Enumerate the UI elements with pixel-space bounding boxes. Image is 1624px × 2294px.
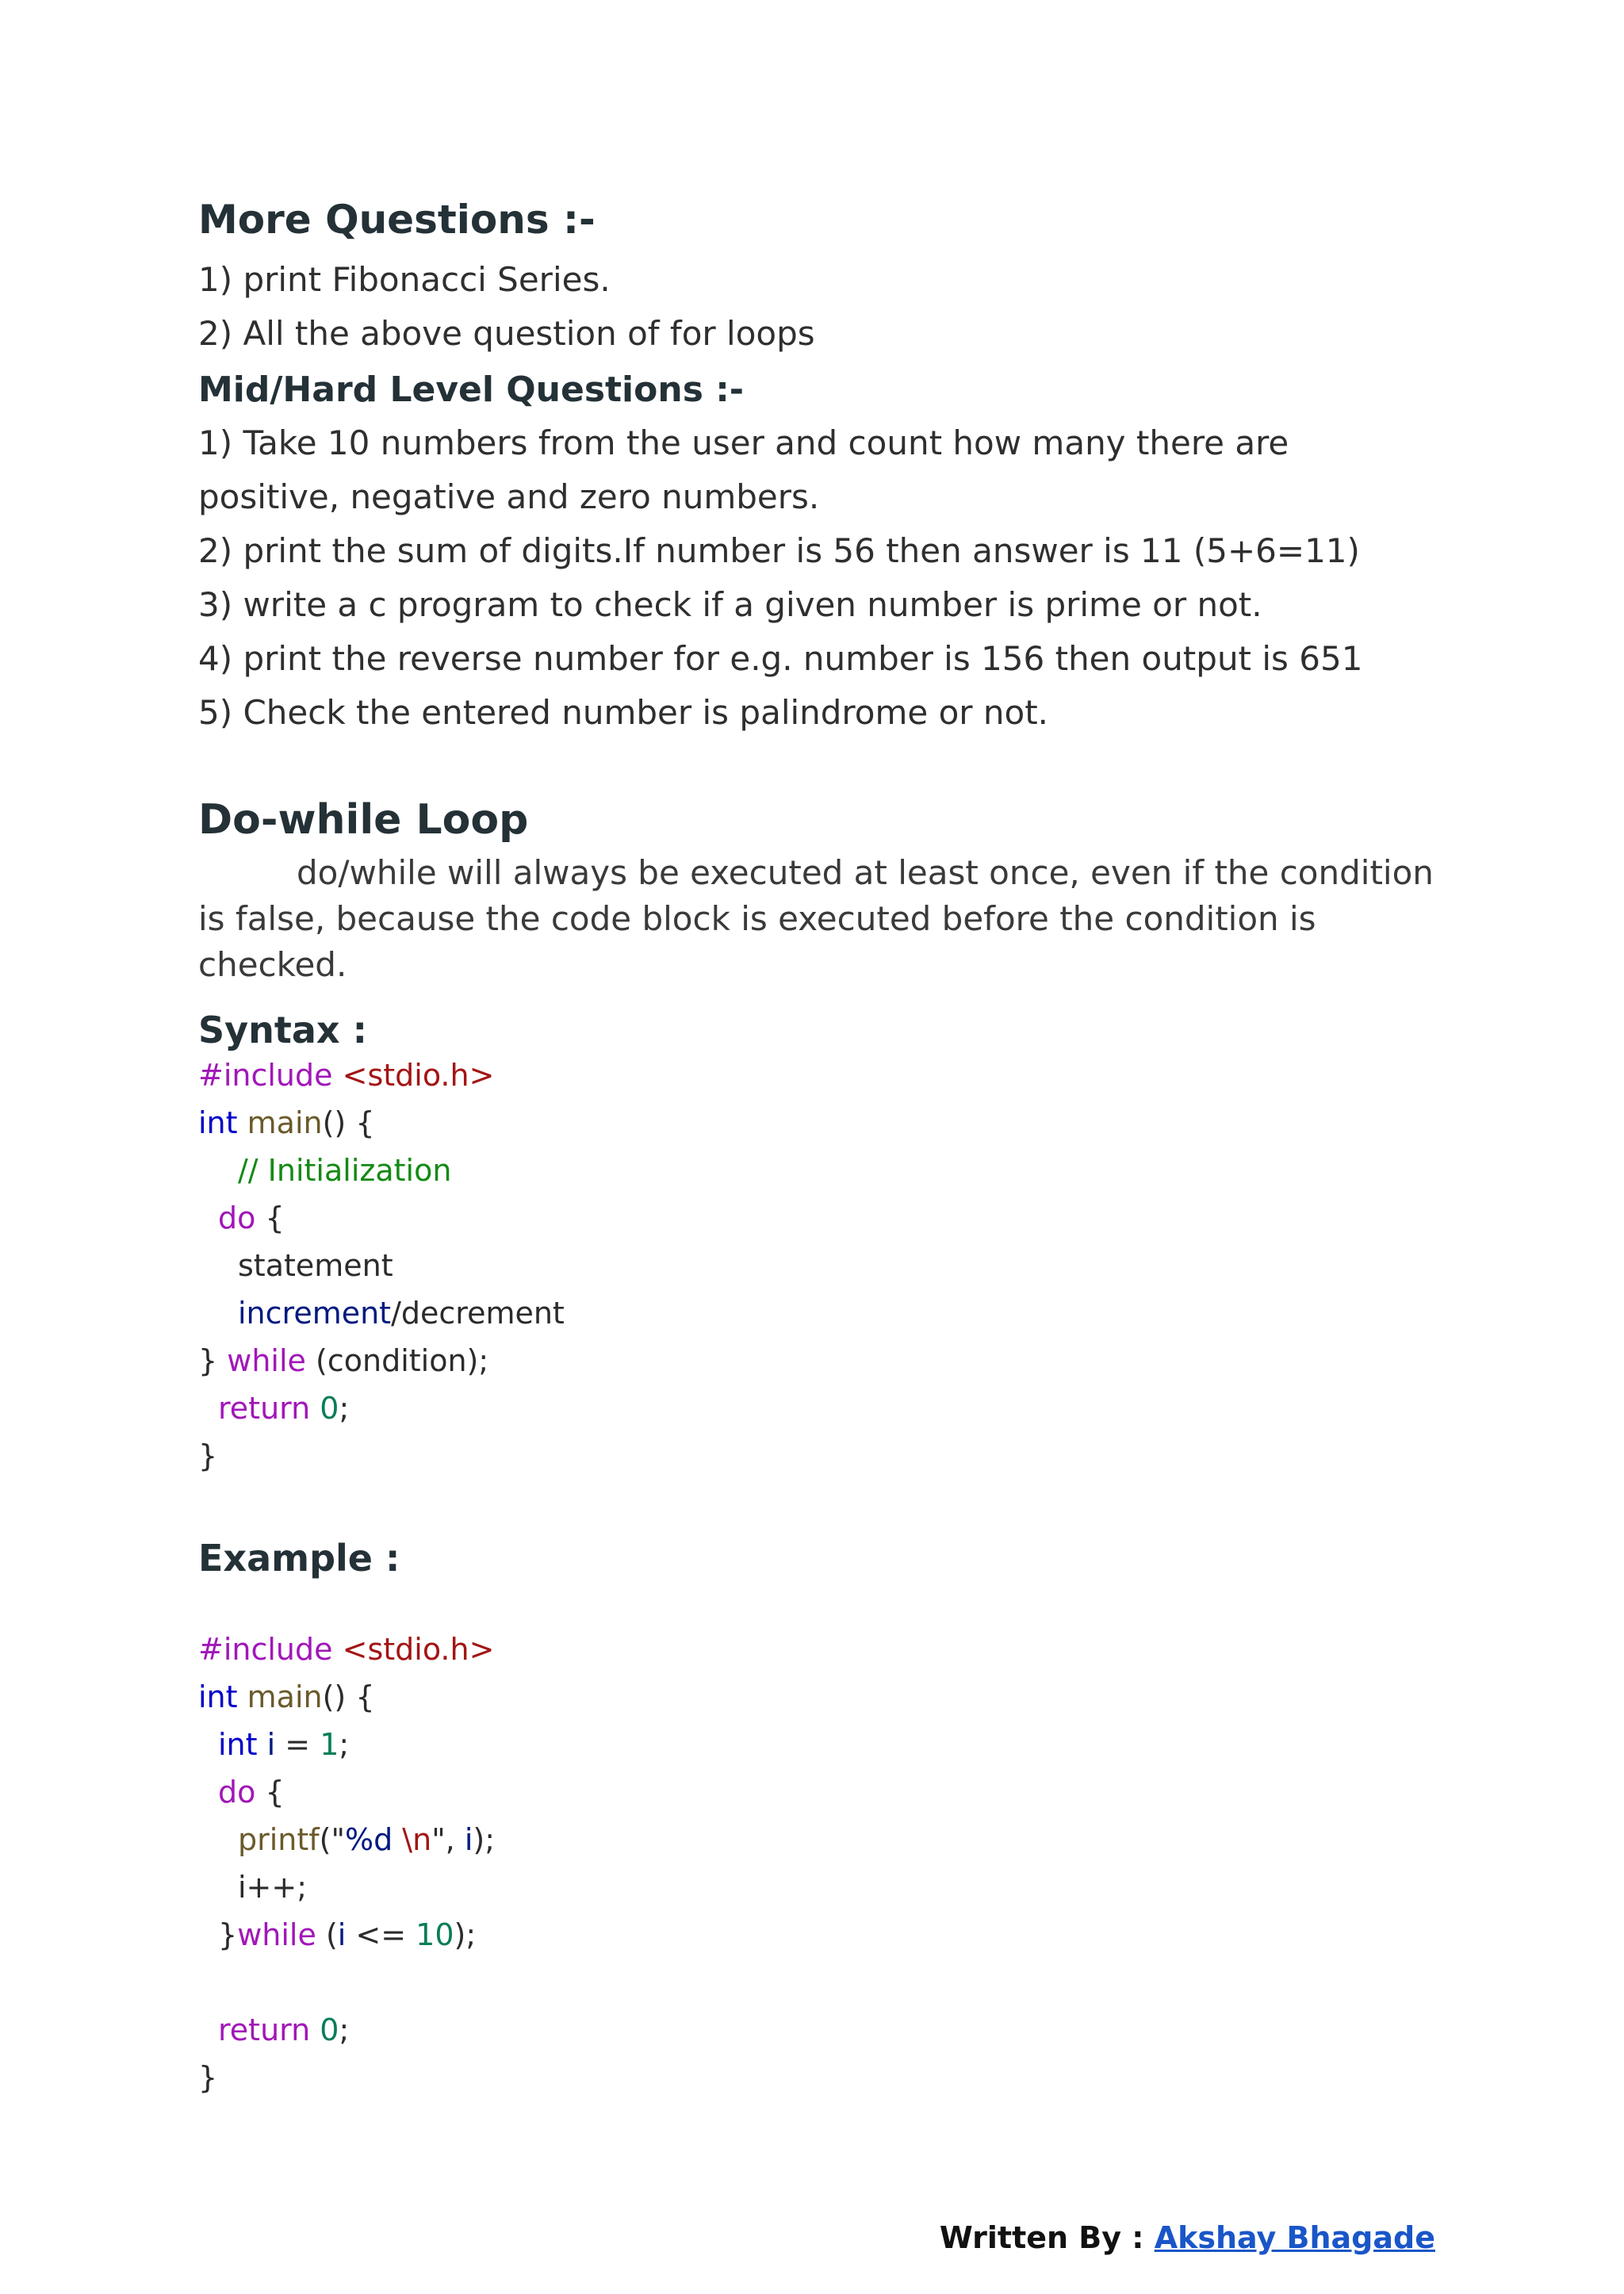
- code-line: return 0;: [218, 2013, 350, 2047]
- code-line: do {: [218, 1775, 285, 1810]
- code-line: // Initialization: [238, 1153, 452, 1188]
- code-line: }: [198, 1438, 218, 1473]
- author-link[interactable]: Akshay Bhagade: [1154, 2220, 1435, 2255]
- code-line: return 0;: [218, 1391, 350, 1426]
- footer-label: Written By :: [939, 2220, 1155, 2255]
- more-question-item: 2) All the above question of for loops: [198, 314, 815, 353]
- code-line: statement: [238, 1248, 393, 1283]
- code-line: }while (i <= 10);: [218, 1917, 477, 1952]
- question-line: 2) print the sum of digits.If number is 56 then answer is 11 (5+6=11): [198, 531, 1360, 570]
- question-line: 4) print the reverse number for e.g. number is 156 then output is 651: [198, 639, 1363, 678]
- do-while-description: do/while will always be executed at least once, even if the condition is false, because the code block is executed before the condition is checked.: [198, 853, 1434, 984]
- syntax-heading: Syntax :: [198, 1009, 367, 1051]
- example-heading: Example :: [198, 1537, 400, 1580]
- more-question-item: 1) print Fibonacci Series.: [198, 260, 611, 299]
- code-line: i++;: [238, 1870, 308, 1905]
- code-line: } while (condition);: [198, 1343, 489, 1378]
- question-line: 5) Check the entered number is palindrome or not.: [198, 693, 1049, 732]
- question-line: 1) Take 10 numbers from the user and count how many there are: [198, 423, 1289, 462]
- code-line: printf("%d \n", i);: [238, 1822, 496, 1857]
- code-line: increment/decrement: [238, 1296, 565, 1331]
- more-questions-heading: More Questions :-: [198, 197, 596, 243]
- code-line: int main() {: [198, 1679, 375, 1714]
- code-line: #include <stdio.h>: [198, 1632, 495, 1667]
- code-line: #include <stdio.h>: [198, 1058, 495, 1093]
- mid-hard-heading: Mid/Hard Level Questions :-: [198, 370, 745, 410]
- code-line: do {: [218, 1201, 285, 1235]
- author-footer: [940, 2220, 1435, 2255]
- code-line: int main() {: [198, 1105, 375, 1140]
- do-while-heading: Do-while Loop: [198, 796, 529, 844]
- question-line: 3) write a c program to check if a given number is prime or not.: [198, 585, 1262, 624]
- code-line: int i = 1;: [218, 1727, 350, 1762]
- code-line: }: [198, 2060, 218, 2095]
- question-line: positive, negative and zero numbers.: [198, 477, 820, 516]
